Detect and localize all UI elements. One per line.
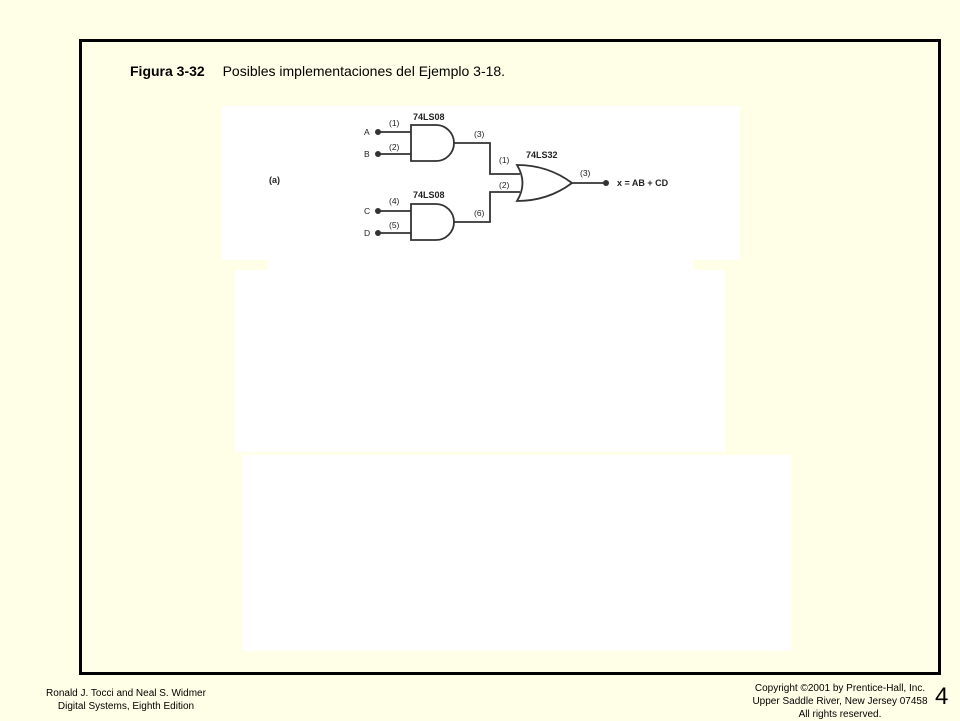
slide-number: 4: [935, 683, 949, 710]
footer-authors: Ronald J. Tocci and Neal S. Widmer: [46, 688, 206, 699]
wire-and-top-to-or: [454, 143, 520, 174]
image-panel-c: [243, 455, 791, 651]
terminal-d: [375, 230, 381, 236]
figure-title: Posibles implementaciones del Ejemplo 3-18.: [222, 63, 506, 79]
footer-address: Upper Saddle River, New Jersey 07458: [752, 696, 928, 707]
input-label-b: B: [364, 149, 370, 159]
output-expression: x = AB + CD: [617, 178, 669, 188]
footer-copyright: Copyright ©2001 by Prentice-Hall, Inc.: [754, 683, 926, 694]
footer-authors-block: [36, 687, 216, 713]
panel-label: (a): [269, 175, 280, 185]
figure-number: Figura 3-32: [130, 63, 205, 79]
and-gate-bottom: [411, 204, 454, 240]
pin-label-or-in2: (2): [499, 180, 510, 190]
gate-label-and-top: 74LS08: [413, 112, 445, 122]
figure-caption: [130, 63, 505, 79]
terminal-b: [375, 151, 381, 157]
or-gate: [517, 165, 572, 201]
footer-rights: All rights reserved.: [798, 709, 882, 720]
and-gate-top: [411, 125, 454, 161]
input-label-c: C: [364, 206, 371, 216]
footer-copyright-block: [745, 682, 935, 721]
image-panel-b: [235, 270, 725, 452]
pin-label-a: (1): [389, 118, 400, 128]
wire-and-bottom-to-or: [454, 192, 520, 222]
pin-label-d: (5): [389, 220, 400, 230]
pin-label-b: (2): [389, 142, 400, 152]
terminal-c: [375, 208, 381, 214]
terminal-a: [375, 129, 381, 135]
logic-circuit-diagram: [268, 108, 698, 248]
input-label-a: A: [364, 127, 370, 137]
pin-label-and-bottom-out: (6): [474, 208, 485, 218]
pin-label-and-top-out: (3): [474, 129, 485, 139]
pin-label-or-out: (3): [580, 168, 591, 178]
footer-book: Digital Systems, Eighth Edition: [57, 701, 195, 712]
terminal-output: [603, 180, 609, 186]
pin-label-c: (4): [389, 196, 400, 206]
pin-label-or-in1: (1): [499, 155, 510, 165]
input-label-d: D: [364, 228, 371, 238]
gate-label-or: 74LS32: [526, 150, 558, 160]
gate-label-and-bottom: 74LS08: [413, 190, 445, 200]
